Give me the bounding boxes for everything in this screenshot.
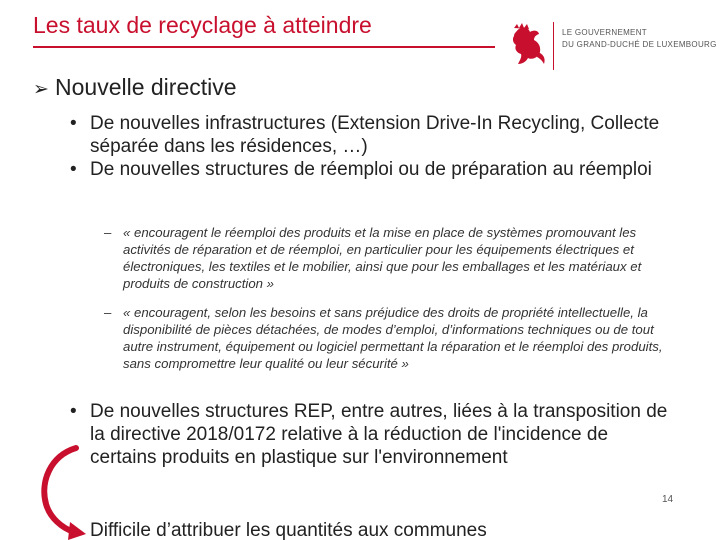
logo-line-2: DU GRAND-DUCHÉ DE LUXEMBOURG [562,40,717,49]
section-heading-text: Nouvelle directive [55,74,237,100]
bullet-list [70,400,670,469]
arrow-bullet-icon: ➢ [33,79,49,100]
section-heading [33,74,237,101]
sub-bullet-list [104,224,676,292]
title-underline [33,46,495,48]
bullet-text: De nouvelles structures REP, entre autres, liées à la transposition de la directive 2018/0172 relative à la réduction de l'incidence de certains produits en plastique sur l'environnement [90,401,668,468]
list-item [70,112,670,158]
sub-bullet-text: « encouragent, selon les besoins et sans préjudice des droits de propriété intellectuelle, la disponibilité de pièces détachées, de modes d’emploi, d’informations techniques ou de tout autre instrument, équipement ou logiciel permettant la réparation et le réemploi des produits, sans compromettre leur qualité ou leur sécurité » [123,305,663,371]
government-logo-text [562,27,717,51]
bullet-dot-icon: • [70,113,77,134]
curved-arrow-icon [36,442,92,540]
page-title: Les taux de recyclage à atteindre [33,12,372,38]
bullet-text: De nouvelles structures de réemploi ou de préparation au réemploi [90,159,652,180]
lion-logo-icon [508,22,550,70]
dash-bullet-icon: – [104,225,112,240]
list-item [104,224,676,292]
sub-bullet-text: « encouragent le réemploi des produits et la mise en place de systèmes promouvant les activités de réparation et de réemploi, en particulier pour les équipements électriques et électroniques, les textiles et le mobilier, ainsi que pour les emballages et les matériaux et produits de construction » [123,225,642,291]
sub-bullet-list [104,304,676,372]
last-line: Difficile d’attribuer les quantités aux communes [90,520,487,540]
list-item [70,158,670,181]
bullet-dot-icon: • [70,401,77,422]
list-item [104,304,676,372]
bullet-list [70,112,670,181]
list-item [70,400,670,469]
logo-divider [553,22,554,70]
bullet-text: De nouvelles infrastructures (Extension Drive-In Recycling, Collecte séparée dans les résidences, …) [90,113,660,157]
dash-bullet-icon: – [104,305,112,320]
page-number: 14 [662,494,674,505]
logo-line-1: LE GOUVERNEMENT [562,28,647,37]
bullet-dot-icon: • [70,159,77,180]
